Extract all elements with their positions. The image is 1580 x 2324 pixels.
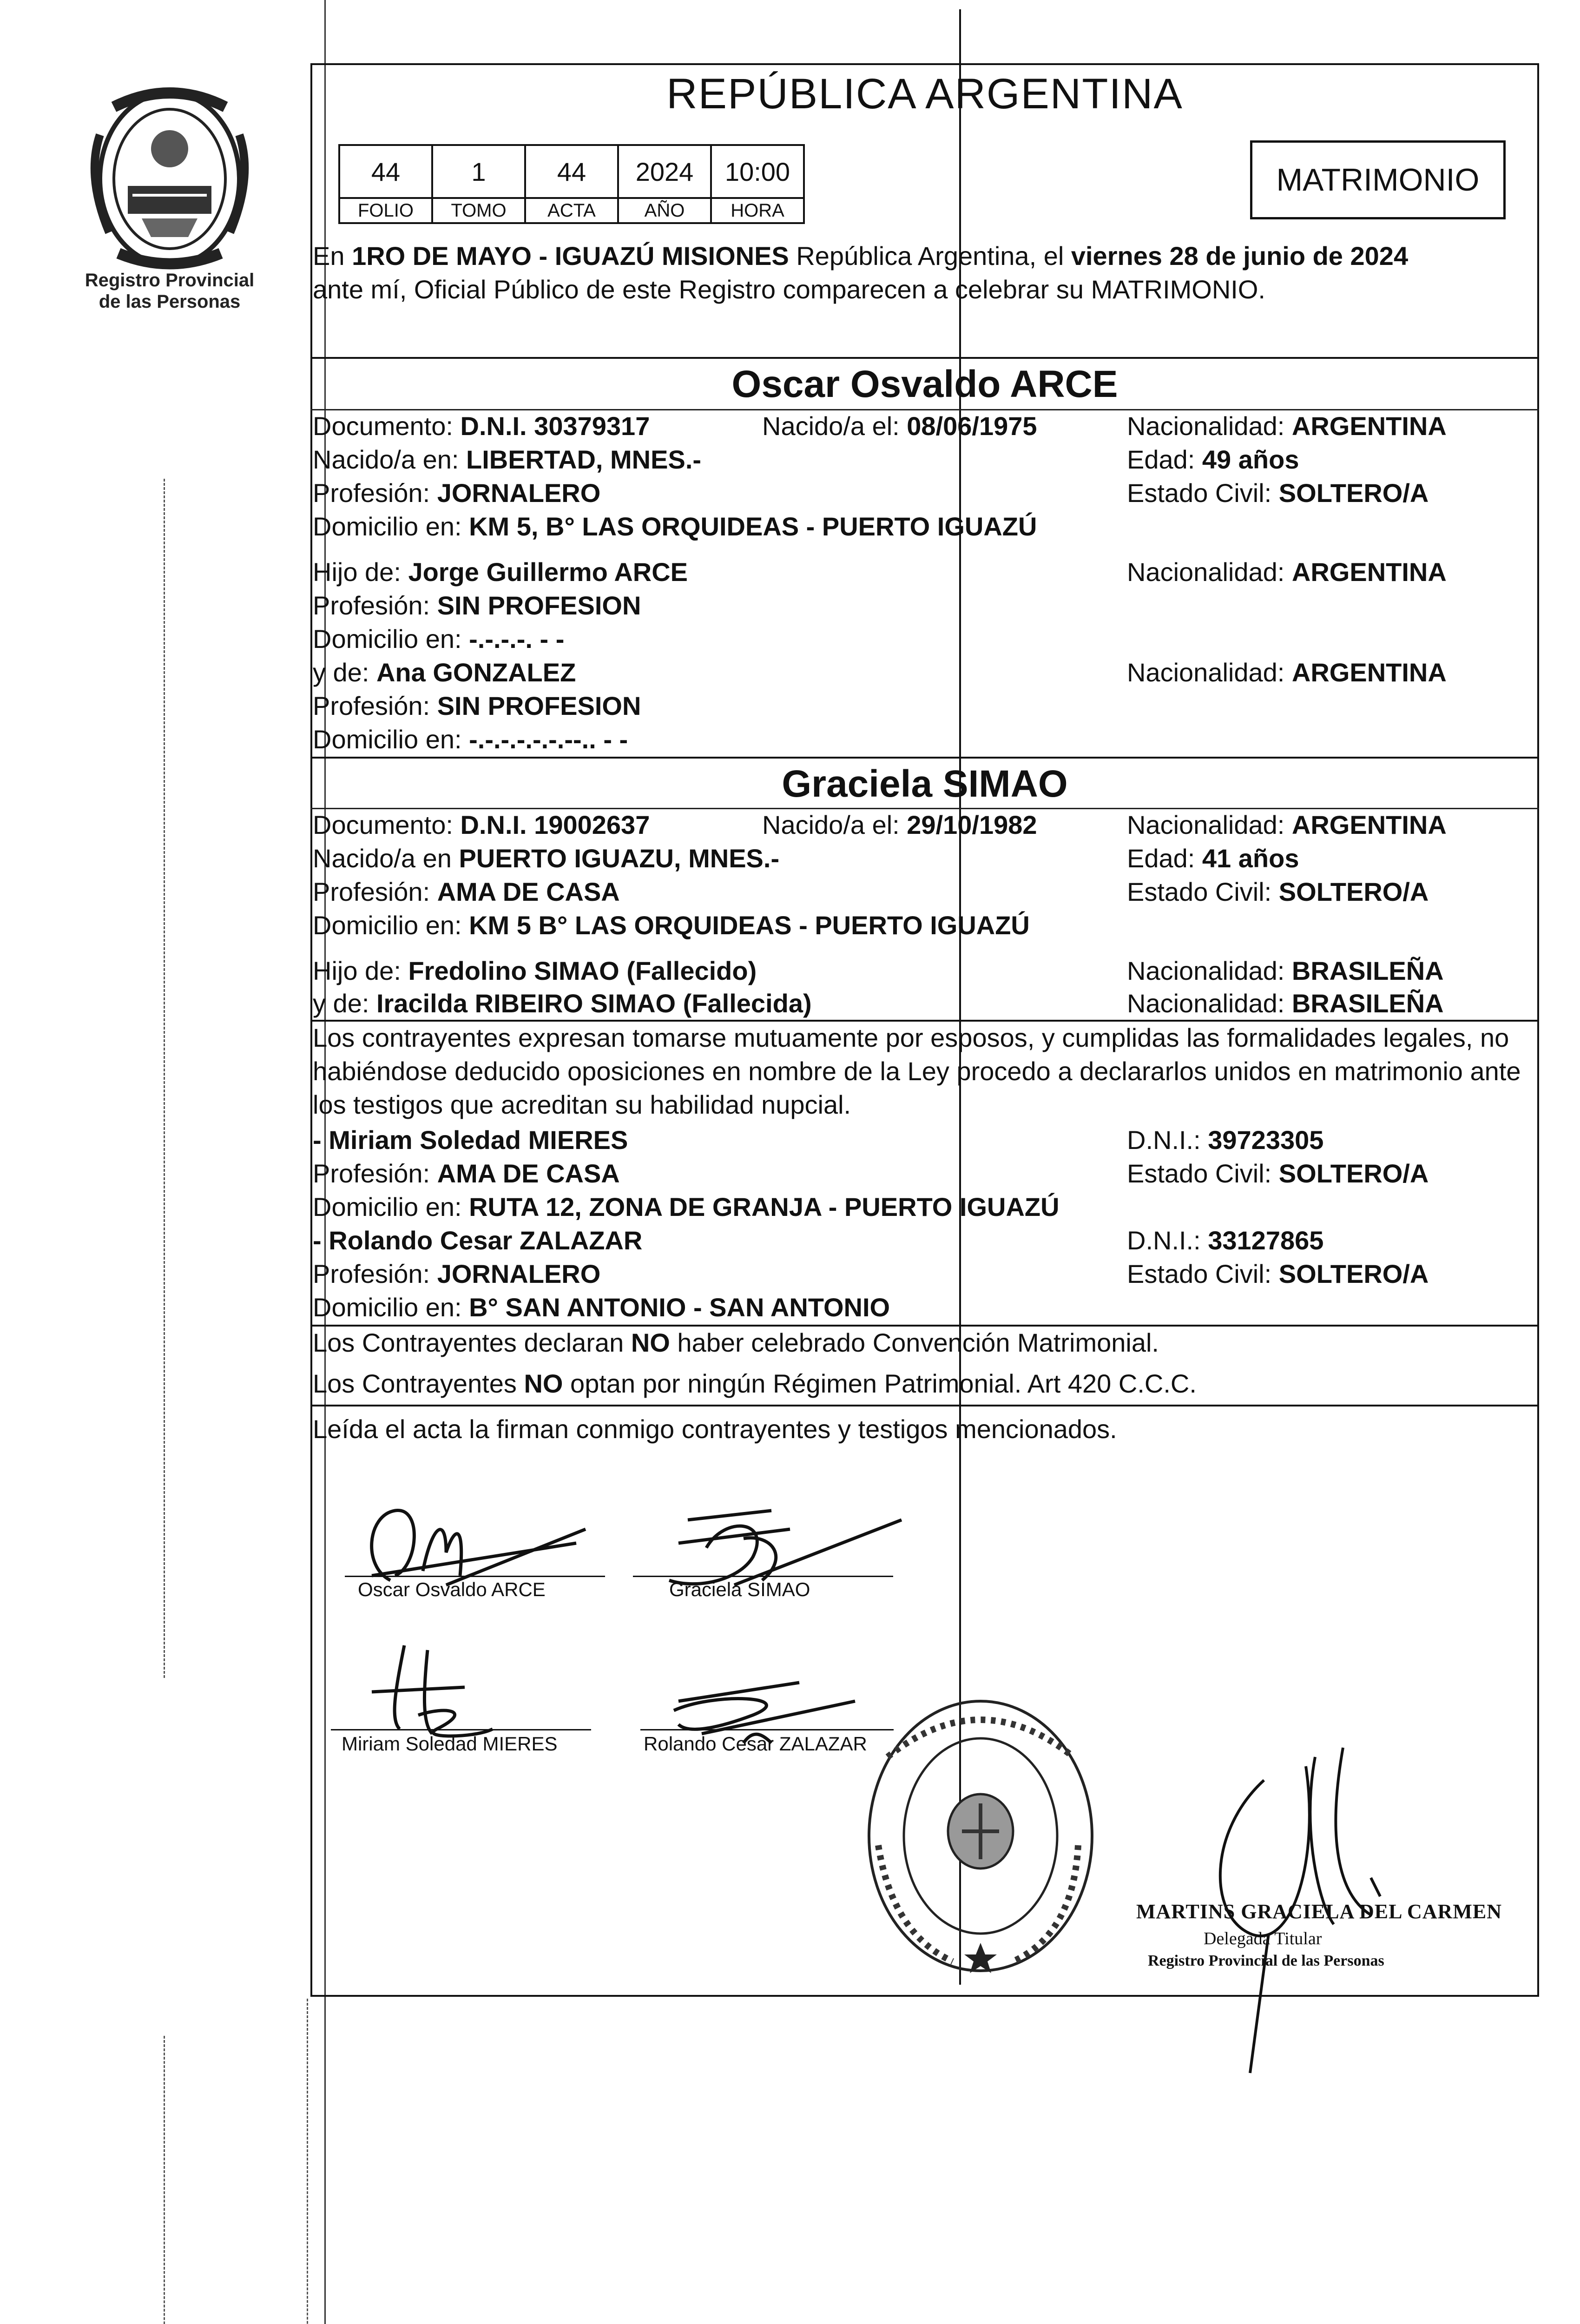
witness-1-name: - Miriam Soledad MIERES [313,1125,628,1155]
witness-2-civil-status: Estado Civil: SOLTERO/A [1127,1259,1429,1288]
place: 1RO DE MAYO - IGUAZÚ MISIONES [352,241,789,271]
divider [310,409,1539,410]
divider [310,1405,1539,1406]
divider [310,1325,1539,1327]
groom-mother-address: Domicilio en: -.-.-.-.-.-.--.. - - [313,725,628,754]
groom-nationality: Nacionalidad: ARGENTINA [1127,411,1447,441]
groom-age: Edad: 49 años [1127,445,1299,474]
groom-father: Hijo de: Jorge Guillermo ARCE [313,557,688,587]
bride-signature-label: Graciela SIMAO [669,1578,810,1600]
page-title: REPÚBLICA ARGENTINA [666,70,1183,118]
groom-mother: y de: Ana GONZALEZ [313,658,576,687]
witness-2-name: - Rolando Cesar ZALAZAR [313,1226,643,1255]
bride-address: Domicilio en: KM 5 B° LAS ORQUIDEAS - PUERTO IGUAZÚ [313,911,1030,940]
divider [310,357,1539,359]
scan-margin-dash [164,479,165,1678]
convention-statement: Los Contrayentes declaran NO haber celebrado Convención Matrimonial. [313,1328,1159,1357]
bride-name: Graciela SIMAO [782,763,1068,805]
witness-2-address: Domicilio en: B° SAN ANTONIO - SAN ANTONIO [313,1293,890,1322]
witness-2-profession: Profesión: JORNALERO [313,1259,601,1288]
bride-profession: Profesión: AMA DE CASA [313,877,620,906]
bride-father: Hijo de: Fredolino SIMAO (Fallecido) [313,956,757,985]
groom-birth-date: Nacido/a el: 08/06/1975 [762,411,1037,441]
divider [310,1020,1539,1022]
intro-line-1: En 1RO DE MAYO - IGUAZÚ MISIONES República Argentina, el viernes 28 de junio de 2024 [313,241,1409,271]
acta-value: 44 [525,145,618,198]
acta-label: ACTA [525,198,618,223]
groom-address: Domicilio en: KM 5, B° LAS ORQUIDEAS - PUERTO IGUAZÚ [313,512,1037,541]
hour-label: HORA [711,198,804,223]
year-label: AÑO [618,198,711,223]
bride-document: Documento: D.N.I. 19002637 [313,810,650,839]
groom-signature-label: Oscar Osvaldo ARCE [358,1578,546,1600]
groom-father-nationality: Nacionalidad: ARGENTINA [1127,557,1447,587]
witness-1-profession: Profesión: AMA DE CASA [313,1159,620,1188]
date: viernes 28 de junio de 2024 [1071,241,1409,271]
groom-father-profession: Profesión: SIN PROFESION [313,591,641,620]
registry-line-2: de las Personas [99,291,241,312]
year-value: 2024 [618,145,711,198]
folio-label: FOLIO [339,198,432,223]
groom-birthplace: Nacido/a en: LIBERTAD, MNES.- [313,445,702,474]
bride-mother: y de: Iracilda RIBEIRO SIMAO (Fallecida) [313,989,812,1018]
groom-civil-status: Estado Civil: SOLTERO/A [1127,478,1429,508]
bride-mother-nationality: Nacionalidad: BRASILEÑA [1127,989,1444,1018]
divider [310,757,1539,759]
provincial-coat-of-arms-logo [81,79,258,274]
declaration-line-2: habiéndose deducido oposiciones en nombre de la Ley procedo a declararlos unidos en matrimonio ante [313,1056,1521,1086]
witness-1-civil-status: Estado Civil: SOLTERO/A [1127,1159,1429,1188]
official-stamp [860,1692,1101,1980]
witness-2-signature-line [640,1729,894,1730]
record-table [338,144,805,224]
registry-name [70,270,270,312]
witness-1-signature-label: Miriam Soledad MIERES [342,1733,558,1755]
bride-signature-line [633,1576,893,1577]
groom-name: Oscar Osvaldo ARCE [731,363,1118,405]
bride-birth-date: Nacido/a el: 29/10/1982 [762,810,1037,839]
registrar-role: Delegada Titular [1204,1929,1322,1948]
groom-mother-nationality: Nacionalidad: ARGENTINA [1127,658,1447,687]
registry-line-1: Registro Provincial [85,270,255,290]
folio-value: 44 [339,145,432,198]
bride-birthplace: Nacido/a en PUERTO IGUAZU, MNES.- [313,844,780,873]
witness-1-dni: D.N.I.: 39723305 [1127,1125,1324,1155]
scan-margin-dash-frame [307,1999,308,2324]
groom-mother-profession: Profesión: SIN PROFESION [313,691,641,720]
witness-1-address: Domicilio en: RUTA 12, ZONA DE GRANJA - PUERTO IGUAZÚ [313,1192,1060,1221]
hour-value: 10:00 [711,145,804,198]
tomo-value: 1 [432,145,525,198]
bride-father-nationality: Nacionalidad: BRASILEÑA [1127,956,1444,985]
divider [310,808,1539,809]
declaration-line-1: Los contrayentes expresan tomarse mutuamente por esposos, y cumplidas las formalidades legales, no [313,1023,1509,1052]
fold-line [959,9,961,1985]
groom-signature-line [345,1576,605,1577]
bride-civil-status: Estado Civil: SOLTERO/A [1127,877,1429,906]
registrar-organization: Registro Provincial de las Personas [1148,1952,1384,1969]
witness-1-signature [353,1636,539,1743]
act-type-box: MATRIMONIO [1250,140,1506,219]
bride-age: Edad: 41 años [1127,844,1299,873]
groom-document: Documento: D.N.I. 30379317 [313,411,650,441]
scan-margin-dash-lower [164,2036,165,2324]
groom-father-address: Domicilio en: -.-.-.-. - - [313,624,565,654]
witness-2-dni: D.N.I.: 33127865 [1127,1226,1324,1255]
intro-line-2: ante mí, Oficial Público de este Registro comparecen a celebrar su MATRIMONIO. [313,275,1265,304]
declaration-line-3: los testigos que acreditan su habilidad nupcial. [313,1090,851,1119]
bride-nationality: Nacionalidad: ARGENTINA [1127,810,1447,839]
regime-statement: Los Contrayentes NO optan por ningún Régimen Patrimonial. Art 420 C.C.C. [313,1369,1197,1398]
witness-2-signature-label: Rolando Cesar ZALAZAR [644,1733,867,1755]
tomo-label: TOMO [432,198,525,223]
closing-statement: Leída el acta la firman conmigo contrayentes y testigos mencionados. [313,1414,1117,1444]
witness-1-signature-line [331,1729,591,1730]
groom-profession: Profesión: JORNALERO [313,478,601,508]
registrar-name: MARTINS GRACIELA DEL CARMEN [1136,1900,1502,1923]
